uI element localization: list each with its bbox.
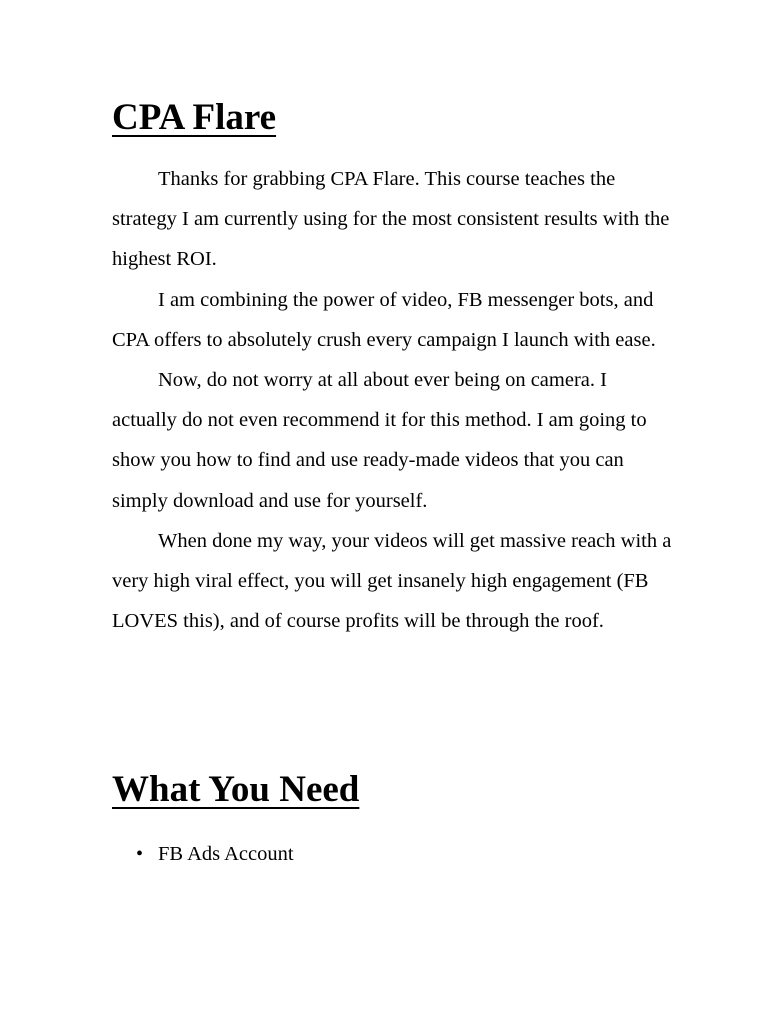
paragraph-2: I am combining the power of video, FB messenger bots, and CPA offers to absolutely crush every campaign I launch with ease.	[112, 288, 656, 351]
requirements-list	[112, 837, 294, 871]
intro-paragraphs	[112, 159, 672, 641]
bullet-icon: •	[136, 843, 144, 865]
paragraph-3: Now, do not worry at all about ever being on camera. I actually do not even recommend it for this method. I am going to show you how to find and use ready-made videos that you can simply download and use for yourself.	[112, 369, 647, 512]
document-title: CPA Flare	[112, 97, 277, 138]
list-item-label: FB Ads Account	[158, 843, 294, 865]
title-wrapper	[112, 96, 276, 140]
paragraph-4: When done my way, your videos will get massive reach with a very high viral effect, you will get insanely high engagement (FB LOVES this), and of course profits will be through the roof.	[112, 529, 672, 633]
list-item	[112, 837, 294, 871]
section-heading-wrapper	[112, 768, 359, 812]
section-heading-what-you-need: What You Need	[112, 769, 360, 810]
paragraph-1: Thanks for grabbing CPA Flare. This course teaches the strategy I am currently using for the most consistent results with the highest ROI.	[112, 168, 670, 271]
